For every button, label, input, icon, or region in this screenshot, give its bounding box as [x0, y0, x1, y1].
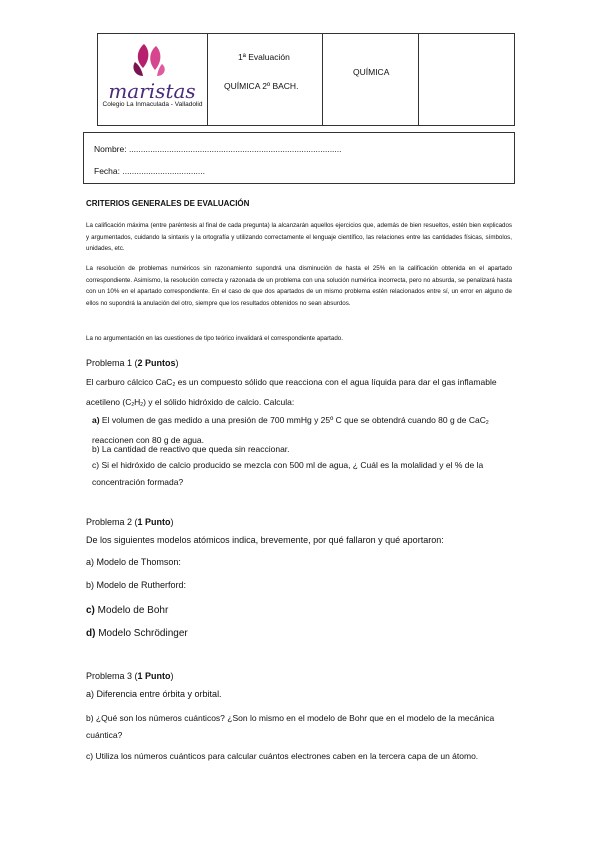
criteria-paragraph-3: La no argumentación en las cuestiones de tipo teórico invalidará el correspondiente apartado. [86, 335, 343, 342]
grade-cell [419, 34, 514, 125]
student-info-box [83, 132, 515, 184]
evaluation-cell [208, 34, 323, 125]
date-field[interactable]: Fecha: ................................... [94, 166, 206, 176]
problem-2-item-c: c) Modelo de Bohr [86, 605, 169, 616]
problem-1-item-c: c) Si el hidróxido de calcio producido se mezcla con 500 ml de agua, ¿ Cuál es la molalidad y el % de la concentración formada? [92, 460, 484, 487]
svg-text:maristas: maristas [108, 79, 196, 103]
problem-2-item-a: a) Modelo de Thomson: [86, 557, 181, 567]
problem-3-item-a: a) Diferencia entre órbita y orbital. [86, 689, 222, 699]
problem-2-item-b: b) Modelo de Rutherford: [86, 580, 187, 590]
evaluation-label: 1ª Evaluación [238, 52, 290, 62]
problem-1-title: Problema 1 (2 Puntos) [86, 358, 179, 368]
name-field[interactable]: Nombre: .......................................................................................... [94, 144, 342, 154]
problem-3-item-b: b) ¿Qué son los números cuánticos? ¿Son lo mismo en el modelo de Bohr que en el modelo de la mecánica cuántica? [86, 713, 495, 740]
logo-cell [98, 34, 208, 125]
subject-cell [323, 34, 419, 125]
criteria-title: CRITERIOS GENERALES DE EVALUACIÓN [86, 199, 250, 208]
criteria-paragraph-1: La calificación máxima (entre paréntesis al final de cada pregunta) la alcanzarán aquellos ejercicios que, además de bien resueltos, estén bien explicados y argumentados, cuidando la sintaxis y la ortografía y utilizando correctamente el lenguaje científico, las relaciones entre las cantidades físicas, símbolos, unidades, etc. [86, 222, 512, 252]
problem-1-item-a: a) El volumen de gas medido a una presión de 700 mmHg y 25º C que se obtendrá cuando 80 g de CaC$_2$ reaccionen con 80 g de agua. [92, 415, 489, 445]
problem-2-item-d: d) Modelo Schrödinger [86, 628, 188, 639]
school-name: Colegio La Inmaculada - Valladolid [102, 101, 203, 108]
problem-2-intro: De los siguientes modelos atómicos indica, brevemente, por qué fallaron y qué aportaron: [86, 535, 444, 545]
subject-label: QUÍMICA [353, 67, 390, 77]
problem-2-title: Problema 2 (1 Punto) [86, 517, 174, 527]
problem-3-item-c: c) Utiliza los números cuánticos para calcular cuántos electrones caben en la tercera capa de un átomo. [86, 751, 479, 761]
problem-3-title: Problema 3 (1 Punto) [86, 671, 174, 681]
problem-1-intro: El carburo cálcico CaC$_2$ es un compuesto sólido que reacciona con el agua líquida para dar el gas inflamable acetileno $(C_2H_2)$ y el sólido hidróxido de calcio. Calcula: [86, 377, 497, 408]
criteria-paragraph-2: La resolución de problemas numéricos sin razonamiento supondrá una disminución de hasta el 25% en la calificación obtenida en el apartado correspondiente. Asimismo, la resolución correcta y razonada de un problema con una solución numérica incorrecta, pero no absurda, se penalizará hasta con un 10% en el apartado correspondiente. En el caso de que dos apartados de un mismo problema estén relacionados entre sí, un error en alguno de ellos no supondrá la anulación del otro, siempre que los resultados obtenidos no sean absurdos. [86, 265, 512, 307]
exam-header [97, 33, 515, 126]
course-label: QUÍMICA 2º BACH. [224, 81, 299, 91]
problem-1-item-b: b) La cantidad de reactivo que queda sin reaccionar. [92, 444, 290, 454]
maristas-logo [104, 38, 200, 104]
